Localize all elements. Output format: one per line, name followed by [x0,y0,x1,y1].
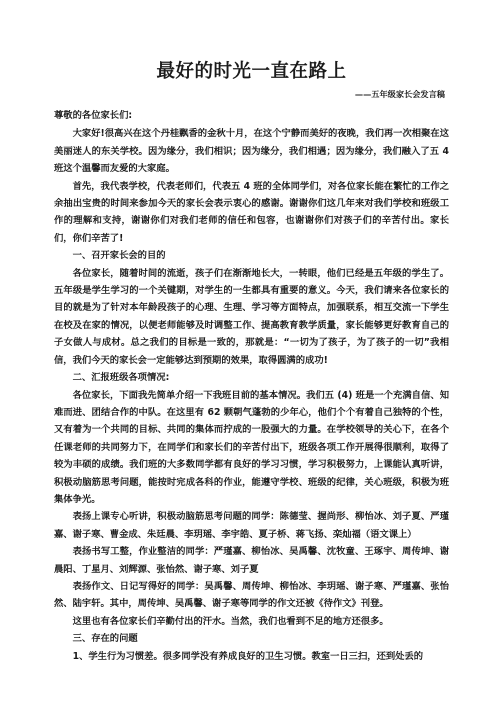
paragraph-parents-effort: 这里也有各位家长们辛勤付出的汗水。当然，我们也看到不足的地方还很多。 [72,615,389,627]
document-subtitle: ——五年级家长会发言稿 [354,89,445,99]
paragraph-purpose: 各位家长，随着时间的流逝，孩子们在渐渐地长大，一转眼，他们已经是五年级的学生了。五年级是学生学习的一个关键期，对学生的一生都具有重要的意义。今天，我们请来各位家长的目的就是为了针对本年龄段孩子的心理、生理、学习等方面特点，加强联系，相互交流一下学生在校及在家的情况，以便老师能够及时调整工作、提高教育教学质量，家长能够更好教育自己的子女做人与成材。总之我们的目标是一致的，那就是：“一切为了孩子，为了孩子的一切”我相信，我们今天的家长会一定能够达到预期的效果，取得圆满的成功! [54,267,449,366]
paragraph-thanks: 首先，我代表学校，代表老师们，代表五 4 班的全体同学们，对各位家长能在繁忙的工作之余抽出宝贵的时间来参加今天的家长会表示衷心的感谢。谢谢你们这几年来对我们学校和班级工作的理解和支持，谢谢你们对我们老师的信任和包容，也谢谢你们对孩子们的辛苦付出。家长们，你们辛苦了! [54,180,449,244]
section-heading-problems: 三、存在的问题 [72,633,138,645]
paragraph-praise-attention: 表扬上课专心听讲，积极动脑筋思考问题的同学：陈德莹、握尚形、柳怡冰、刘子夏、严瑾嘉、谢子寒、曹金成、朱廷晨、李玥瑶、李宇皓、夏子桥、蒋飞扬、栾灿福（语文课上） [54,511,449,540]
section-heading-report: 二、汇报班级各项情况: [72,372,170,384]
section-heading-purpose: 一、召开家长会的目的 [72,250,166,262]
paragraph-praise-writing: 表扬书写工整，作业整洁的同学：严瑾嘉、柳怡冰、吴禹馨、沈牧童、王琢宇、周传坤、谢晨阳、丁星月、刘辉源、张怡然、谢子寒、刘子夏 [54,546,449,575]
paragraph-praise-composition: 表扬作文、日记写得好的同学：吴禹馨、周传坤、柳怡冰、李玥瑶、谢子寒、严瑾嘉、张怡然、陆宇轩。其中，周传坤、吴禹馨、谢子寒等同学的作文还被《待作文》刊登。 [54,580,449,610]
document-title: 最好的时光一直在路上 [156,61,347,82]
paragraph-greeting: 大家好!很高兴在这个丹桂飘香的金秋十月，在这个宁静而美好的夜晚，我们再一次相聚在这美丽迷人的东关学校。因为缘分，我们相识；因为缘分，我们相遇；因为缘分，我们融入了五 4 班这个温馨而友爱的大家庭。 [54,128,449,175]
salutation: 尊敬的各位家长们: [54,110,133,121]
paragraph-problem-1: 1、学生行为习惯差。很多同学没有养成良好的卫生习惯。教室一日三扫，还到处丢的 [72,650,424,662]
paragraph-class-overview: 各位家长，下面我先简单介绍一下我班目前的基本情况。我们五 (4) 班是一个充满自信、知难而进、团结合作的中队。在这里有 62 颗朝气蓬勃的少年心，他们个个有着自己独特的个性，又有着为一个共同的目标、共同的集体而拧成的一股强大的力量。在学校领导的关心下，在各个任课老师的共同努力下，在同学们和家长们的辛苦付出下，班级各项工作开展得很顺利，取得了较为丰硕的成绩。我们班的大多数同学都有良好的学习习惯，学习积极努力，上课能认真听讲，积极动脑筋思考问题，能按时完成各科的作业，能遵守学校、班级的纪律，关心班级，积极为班集体争光。 [54,389,449,505]
